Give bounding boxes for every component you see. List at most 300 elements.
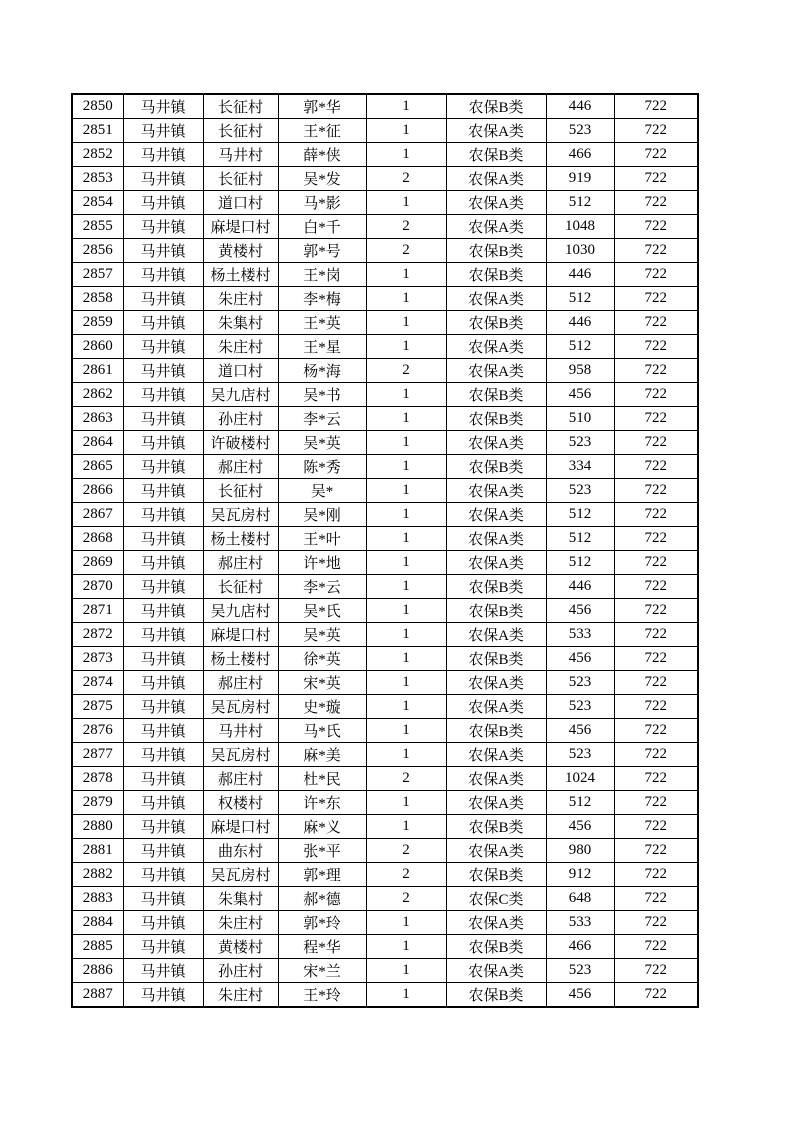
cell-insurance-category: 农保B类 xyxy=(446,239,546,263)
cell-person-count: 1 xyxy=(366,599,446,623)
cell-village: 郝庄村 xyxy=(203,551,278,575)
cell-person-count: 1 xyxy=(366,383,446,407)
cell-insurance-category: 农保A类 xyxy=(446,479,546,503)
table-row xyxy=(72,719,698,743)
cell-village: 吴瓦房村 xyxy=(203,503,278,527)
cell-insurance-category: 农保A类 xyxy=(446,551,546,575)
cell-name: 李*云 xyxy=(278,407,366,431)
cell-village: 杨土楼村 xyxy=(203,527,278,551)
cell-village: 麻堤口村 xyxy=(203,815,278,839)
cell-name: 程*华 xyxy=(278,935,366,959)
cell-person-count: 1 xyxy=(366,815,446,839)
cell-insurance-category: 农保A类 xyxy=(446,287,546,311)
cell-standard: 722 xyxy=(614,455,698,479)
cell-name: 吴*刚 xyxy=(278,503,366,527)
cell-name: 王*英 xyxy=(278,311,366,335)
cell-serial-no: 2879 xyxy=(72,791,123,815)
cell-serial-no: 2880 xyxy=(72,815,123,839)
table-row xyxy=(72,551,698,575)
cell-village: 朱庄村 xyxy=(203,335,278,359)
cell-serial-no: 2883 xyxy=(72,887,123,911)
cell-amount: 523 xyxy=(546,479,614,503)
table-body xyxy=(72,94,698,1007)
cell-serial-no: 2861 xyxy=(72,359,123,383)
cell-person-count: 1 xyxy=(366,647,446,671)
cell-standard: 722 xyxy=(614,143,698,167)
table-row xyxy=(72,263,698,287)
cell-village: 道口村 xyxy=(203,191,278,215)
cell-insurance-category: 农保B类 xyxy=(446,311,546,335)
cell-town: 马井镇 xyxy=(123,695,203,719)
cell-standard: 722 xyxy=(614,263,698,287)
cell-amount: 446 xyxy=(546,94,614,119)
insurance-record-table xyxy=(71,93,699,1008)
cell-person-count: 1 xyxy=(366,695,446,719)
cell-name: 吴*英 xyxy=(278,623,366,647)
cell-amount: 512 xyxy=(546,791,614,815)
cell-amount: 512 xyxy=(546,335,614,359)
cell-amount: 456 xyxy=(546,647,614,671)
cell-amount: 533 xyxy=(546,911,614,935)
cell-village: 麻堤口村 xyxy=(203,623,278,647)
cell-standard: 722 xyxy=(614,287,698,311)
cell-person-count: 1 xyxy=(366,935,446,959)
cell-amount: 466 xyxy=(546,143,614,167)
cell-town: 马井镇 xyxy=(123,911,203,935)
cell-amount: 1048 xyxy=(546,215,614,239)
cell-town: 马井镇 xyxy=(123,671,203,695)
cell-serial-no: 2876 xyxy=(72,719,123,743)
cell-serial-no: 2852 xyxy=(72,143,123,167)
cell-amount: 1030 xyxy=(546,239,614,263)
cell-village: 郝庄村 xyxy=(203,671,278,695)
cell-insurance-category: 农保A类 xyxy=(446,839,546,863)
cell-person-count: 2 xyxy=(366,887,446,911)
cell-name: 王*星 xyxy=(278,335,366,359)
cell-village: 长征村 xyxy=(203,94,278,119)
table-row xyxy=(72,335,698,359)
cell-standard: 722 xyxy=(614,887,698,911)
cell-person-count: 1 xyxy=(366,911,446,935)
cell-village: 孙庄村 xyxy=(203,407,278,431)
cell-standard: 722 xyxy=(614,791,698,815)
cell-village: 杨土楼村 xyxy=(203,647,278,671)
cell-name: 郭*理 xyxy=(278,863,366,887)
cell-amount: 512 xyxy=(546,191,614,215)
cell-serial-no: 2881 xyxy=(72,839,123,863)
cell-village: 长征村 xyxy=(203,575,278,599)
cell-town: 马井镇 xyxy=(123,215,203,239)
cell-standard: 722 xyxy=(614,167,698,191)
cell-name: 吴* xyxy=(278,479,366,503)
cell-standard: 722 xyxy=(614,215,698,239)
cell-person-count: 2 xyxy=(366,239,446,263)
cell-amount: 523 xyxy=(546,431,614,455)
cell-person-count: 2 xyxy=(366,767,446,791)
cell-village: 吴瓦房村 xyxy=(203,743,278,767)
table-row xyxy=(72,767,698,791)
cell-insurance-category: 农保A类 xyxy=(446,335,546,359)
cell-town: 马井镇 xyxy=(123,791,203,815)
cell-serial-no: 2857 xyxy=(72,263,123,287)
cell-person-count: 2 xyxy=(366,215,446,239)
cell-amount: 1024 xyxy=(546,767,614,791)
cell-serial-no: 2864 xyxy=(72,431,123,455)
cell-amount: 446 xyxy=(546,575,614,599)
table-row xyxy=(72,287,698,311)
cell-person-count: 1 xyxy=(366,287,446,311)
cell-amount: 523 xyxy=(546,119,614,143)
cell-person-count: 1 xyxy=(366,959,446,983)
cell-name: 薛*侠 xyxy=(278,143,366,167)
cell-insurance-category: 农保A类 xyxy=(446,671,546,695)
cell-amount: 456 xyxy=(546,383,614,407)
cell-name: 郭*玲 xyxy=(278,911,366,935)
cell-amount: 456 xyxy=(546,719,614,743)
cell-standard: 722 xyxy=(614,695,698,719)
table-row xyxy=(72,359,698,383)
cell-insurance-category: 农保A类 xyxy=(446,695,546,719)
cell-insurance-category: 农保A类 xyxy=(446,791,546,815)
cell-town: 马井镇 xyxy=(123,335,203,359)
cell-name: 宋*英 xyxy=(278,671,366,695)
cell-village: 朱集村 xyxy=(203,887,278,911)
cell-serial-no: 2871 xyxy=(72,599,123,623)
cell-name: 王*玲 xyxy=(278,983,366,1008)
cell-insurance-category: 农保A类 xyxy=(446,215,546,239)
cell-standard: 722 xyxy=(614,911,698,935)
cell-amount: 523 xyxy=(546,959,614,983)
table-row xyxy=(72,143,698,167)
cell-amount: 523 xyxy=(546,743,614,767)
cell-serial-no: 2855 xyxy=(72,215,123,239)
table-row xyxy=(72,743,698,767)
cell-village: 孙庄村 xyxy=(203,959,278,983)
cell-serial-no: 2872 xyxy=(72,623,123,647)
cell-town: 马井镇 xyxy=(123,94,203,119)
cell-insurance-category: 农保A类 xyxy=(446,743,546,767)
cell-amount: 512 xyxy=(546,551,614,575)
table-row xyxy=(72,983,698,1008)
table-row xyxy=(72,647,698,671)
cell-town: 马井镇 xyxy=(123,983,203,1008)
cell-name: 吴*英 xyxy=(278,431,366,455)
cell-person-count: 1 xyxy=(366,455,446,479)
cell-serial-no: 2854 xyxy=(72,191,123,215)
cell-name: 许*地 xyxy=(278,551,366,575)
cell-name: 宋*兰 xyxy=(278,959,366,983)
cell-town: 马井镇 xyxy=(123,311,203,335)
cell-standard: 722 xyxy=(614,935,698,959)
cell-person-count: 2 xyxy=(366,167,446,191)
cell-standard: 722 xyxy=(614,575,698,599)
cell-serial-no: 2884 xyxy=(72,911,123,935)
cell-town: 马井镇 xyxy=(123,719,203,743)
cell-standard: 722 xyxy=(614,239,698,263)
cell-amount: 523 xyxy=(546,671,614,695)
cell-village: 黄楼村 xyxy=(203,239,278,263)
cell-village: 黄楼村 xyxy=(203,935,278,959)
cell-standard: 722 xyxy=(614,983,698,1008)
cell-town: 马井镇 xyxy=(123,959,203,983)
cell-name: 白*千 xyxy=(278,215,366,239)
cell-amount: 523 xyxy=(546,695,614,719)
cell-village: 吴瓦房村 xyxy=(203,863,278,887)
cell-standard: 722 xyxy=(614,479,698,503)
cell-insurance-category: 农保A类 xyxy=(446,431,546,455)
cell-name: 李*梅 xyxy=(278,287,366,311)
cell-insurance-category: 农保C类 xyxy=(446,887,546,911)
cell-person-count: 1 xyxy=(366,623,446,647)
cell-amount: 512 xyxy=(546,527,614,551)
cell-town: 马井镇 xyxy=(123,839,203,863)
cell-insurance-category: 农保A类 xyxy=(446,767,546,791)
cell-town: 马井镇 xyxy=(123,623,203,647)
table-row xyxy=(72,479,698,503)
cell-name: 麻*美 xyxy=(278,743,366,767)
table-row xyxy=(72,599,698,623)
cell-person-count: 1 xyxy=(366,743,446,767)
cell-person-count: 1 xyxy=(366,479,446,503)
cell-name: 王*岗 xyxy=(278,263,366,287)
cell-serial-no: 2856 xyxy=(72,239,123,263)
cell-town: 马井镇 xyxy=(123,167,203,191)
cell-village: 许破楼村 xyxy=(203,431,278,455)
cell-town: 马井镇 xyxy=(123,143,203,167)
cell-serial-no: 2875 xyxy=(72,695,123,719)
cell-town: 马井镇 xyxy=(123,407,203,431)
cell-village: 郝庄村 xyxy=(203,767,278,791)
cell-insurance-category: 农保B类 xyxy=(446,407,546,431)
cell-serial-no: 2869 xyxy=(72,551,123,575)
cell-serial-no: 2867 xyxy=(72,503,123,527)
cell-village: 麻堤口村 xyxy=(203,215,278,239)
cell-insurance-category: 农保B类 xyxy=(446,719,546,743)
cell-town: 马井镇 xyxy=(123,431,203,455)
cell-serial-no: 2865 xyxy=(72,455,123,479)
cell-insurance-category: 农保A类 xyxy=(446,527,546,551)
cell-insurance-category: 农保A类 xyxy=(446,623,546,647)
table-row xyxy=(72,383,698,407)
cell-town: 马井镇 xyxy=(123,863,203,887)
cell-name: 王*叶 xyxy=(278,527,366,551)
cell-town: 马井镇 xyxy=(123,479,203,503)
cell-serial-no: 2860 xyxy=(72,335,123,359)
cell-standard: 722 xyxy=(614,719,698,743)
cell-serial-no: 2868 xyxy=(72,527,123,551)
cell-serial-no: 2870 xyxy=(72,575,123,599)
cell-standard: 722 xyxy=(614,743,698,767)
cell-standard: 722 xyxy=(614,647,698,671)
cell-serial-no: 2878 xyxy=(72,767,123,791)
cell-village: 长征村 xyxy=(203,167,278,191)
cell-insurance-category: 农保B类 xyxy=(446,815,546,839)
cell-town: 马井镇 xyxy=(123,191,203,215)
cell-town: 马井镇 xyxy=(123,743,203,767)
cell-name: 杨*海 xyxy=(278,359,366,383)
cell-name: 徐*英 xyxy=(278,647,366,671)
table-row xyxy=(72,215,698,239)
cell-insurance-category: 农保A类 xyxy=(446,911,546,935)
cell-insurance-category: 农保B类 xyxy=(446,599,546,623)
cell-amount: 958 xyxy=(546,359,614,383)
cell-insurance-category: 农保A类 xyxy=(446,119,546,143)
cell-person-count: 1 xyxy=(366,119,446,143)
cell-name: 郭*号 xyxy=(278,239,366,263)
cell-person-count: 1 xyxy=(366,503,446,527)
table-row xyxy=(72,94,698,119)
cell-standard: 722 xyxy=(614,94,698,119)
cell-person-count: 2 xyxy=(366,863,446,887)
cell-person-count: 1 xyxy=(366,335,446,359)
cell-serial-no: 2863 xyxy=(72,407,123,431)
cell-serial-no: 2859 xyxy=(72,311,123,335)
table-row xyxy=(72,407,698,431)
cell-insurance-category: 农保B类 xyxy=(446,983,546,1008)
cell-amount: 980 xyxy=(546,839,614,863)
cell-insurance-category: 农保A类 xyxy=(446,959,546,983)
cell-person-count: 1 xyxy=(366,311,446,335)
cell-name: 吴*氏 xyxy=(278,599,366,623)
cell-person-count: 1 xyxy=(366,143,446,167)
cell-name: 许*东 xyxy=(278,791,366,815)
cell-standard: 722 xyxy=(614,623,698,647)
cell-village: 吴九店村 xyxy=(203,383,278,407)
table-row xyxy=(72,311,698,335)
cell-serial-no: 2886 xyxy=(72,959,123,983)
table-row xyxy=(72,167,698,191)
cell-serial-no: 2887 xyxy=(72,983,123,1008)
cell-standard: 722 xyxy=(614,551,698,575)
table-row xyxy=(72,695,698,719)
table-row xyxy=(72,935,698,959)
cell-name: 张*平 xyxy=(278,839,366,863)
cell-town: 马井镇 xyxy=(123,263,203,287)
cell-village: 杨土楼村 xyxy=(203,263,278,287)
cell-town: 马井镇 xyxy=(123,455,203,479)
table-row xyxy=(72,887,698,911)
cell-town: 马井镇 xyxy=(123,287,203,311)
cell-serial-no: 2862 xyxy=(72,383,123,407)
cell-serial-no: 2853 xyxy=(72,167,123,191)
cell-village: 马井村 xyxy=(203,719,278,743)
cell-town: 马井镇 xyxy=(123,887,203,911)
cell-amount: 466 xyxy=(546,935,614,959)
cell-amount: 334 xyxy=(546,455,614,479)
cell-serial-no: 2850 xyxy=(72,94,123,119)
cell-serial-no: 2885 xyxy=(72,935,123,959)
cell-village: 郝庄村 xyxy=(203,455,278,479)
cell-person-count: 1 xyxy=(366,551,446,575)
table-row xyxy=(72,815,698,839)
table-row xyxy=(72,911,698,935)
cell-standard: 722 xyxy=(614,503,698,527)
cell-standard: 722 xyxy=(614,335,698,359)
cell-name: 王*征 xyxy=(278,119,366,143)
cell-insurance-category: 农保B类 xyxy=(446,263,546,287)
cell-village: 朱庄村 xyxy=(203,287,278,311)
cell-serial-no: 2858 xyxy=(72,287,123,311)
cell-amount: 512 xyxy=(546,503,614,527)
cell-amount: 648 xyxy=(546,887,614,911)
cell-serial-no: 2851 xyxy=(72,119,123,143)
cell-standard: 722 xyxy=(614,191,698,215)
cell-standard: 722 xyxy=(614,431,698,455)
cell-insurance-category: 农保B类 xyxy=(446,935,546,959)
table-row xyxy=(72,575,698,599)
cell-serial-no: 2882 xyxy=(72,863,123,887)
cell-amount: 456 xyxy=(546,599,614,623)
table-row xyxy=(72,239,698,263)
cell-standard: 722 xyxy=(614,599,698,623)
cell-name: 吴*书 xyxy=(278,383,366,407)
cell-person-count: 1 xyxy=(366,431,446,455)
cell-village: 长征村 xyxy=(203,119,278,143)
cell-person-count: 2 xyxy=(366,359,446,383)
cell-standard: 722 xyxy=(614,815,698,839)
cell-village: 马井村 xyxy=(203,143,278,167)
table-row xyxy=(72,623,698,647)
cell-village: 吴九店村 xyxy=(203,599,278,623)
cell-standard: 722 xyxy=(614,839,698,863)
table-row xyxy=(72,959,698,983)
cell-insurance-category: 农保A类 xyxy=(446,191,546,215)
cell-amount: 919 xyxy=(546,167,614,191)
cell-amount: 456 xyxy=(546,983,614,1008)
cell-standard: 722 xyxy=(614,311,698,335)
cell-town: 马井镇 xyxy=(123,383,203,407)
table-row xyxy=(72,431,698,455)
table-row xyxy=(72,503,698,527)
cell-name: 郭*华 xyxy=(278,94,366,119)
cell-person-count: 1 xyxy=(366,719,446,743)
table-row xyxy=(72,455,698,479)
cell-person-count: 1 xyxy=(366,575,446,599)
cell-town: 马井镇 xyxy=(123,599,203,623)
cell-village: 曲东村 xyxy=(203,839,278,863)
cell-standard: 722 xyxy=(614,863,698,887)
cell-standard: 722 xyxy=(614,527,698,551)
cell-person-count: 1 xyxy=(366,407,446,431)
cell-name: 李*云 xyxy=(278,575,366,599)
cell-insurance-category: 农保B类 xyxy=(446,383,546,407)
cell-town: 马井镇 xyxy=(123,935,203,959)
cell-insurance-category: 农保A类 xyxy=(446,359,546,383)
cell-person-count: 1 xyxy=(366,263,446,287)
cell-town: 马井镇 xyxy=(123,551,203,575)
cell-town: 马井镇 xyxy=(123,239,203,263)
cell-insurance-category: 农保B类 xyxy=(446,94,546,119)
cell-standard: 722 xyxy=(614,959,698,983)
cell-village: 朱庄村 xyxy=(203,911,278,935)
table-row xyxy=(72,839,698,863)
cell-name: 马*氏 xyxy=(278,719,366,743)
cell-standard: 722 xyxy=(614,671,698,695)
cell-name: 史*璇 xyxy=(278,695,366,719)
cell-amount: 456 xyxy=(546,815,614,839)
cell-village: 朱集村 xyxy=(203,311,278,335)
cell-standard: 722 xyxy=(614,407,698,431)
cell-village: 权楼村 xyxy=(203,791,278,815)
cell-serial-no: 2873 xyxy=(72,647,123,671)
cell-insurance-category: 农保B类 xyxy=(446,647,546,671)
cell-serial-no: 2877 xyxy=(72,743,123,767)
cell-town: 马井镇 xyxy=(123,527,203,551)
cell-name: 杜*民 xyxy=(278,767,366,791)
cell-insurance-category: 农保B类 xyxy=(446,575,546,599)
table-row xyxy=(72,671,698,695)
cell-serial-no: 2874 xyxy=(72,671,123,695)
